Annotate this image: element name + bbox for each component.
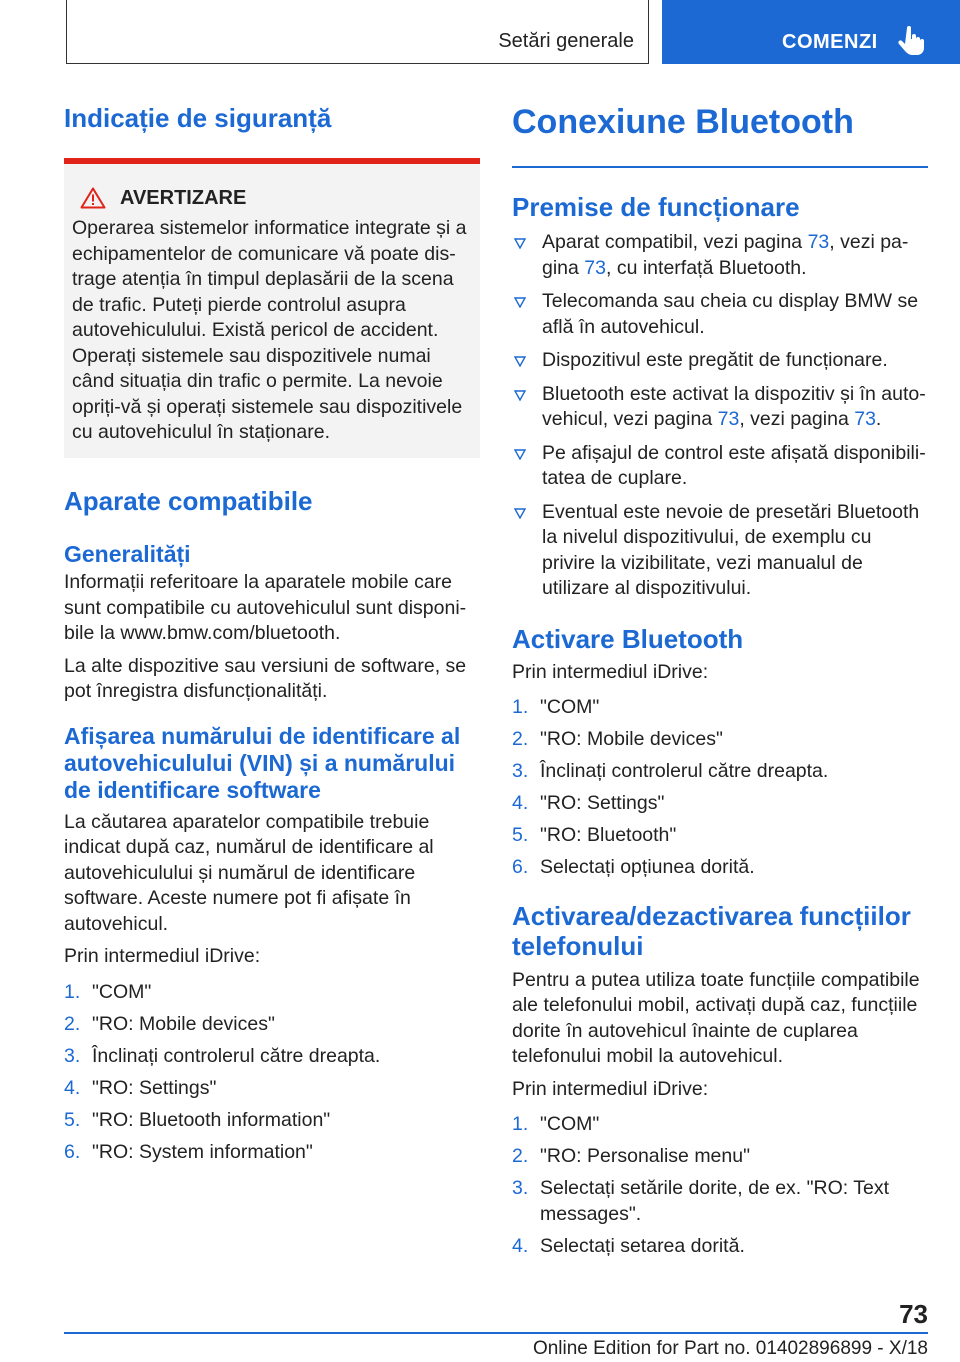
list-item: 1. "COM" [64,980,152,1003]
prereq-list [512,230,928,602]
triangle-bullet-icon [514,449,526,460]
list-item: 4. Selectați setarea dorită. [512,1234,745,1257]
warning-text: Operarea sistemelor informatice integrate și a echipamentelor de comunicare vă poate distrage atenția în timpul deplasării de la scena de trafic. Puteți pierde controlul asupra autovehiculului. Există pericol de accident. Operați sistemele sau dispozitivele numai când situația din trafic o permite. La nevoie opriți-vă și operați sistemele sau dispozitivele cu autovehiculul în staționare. [72,217,467,443]
list-item: 5. "RO: Bluetooth" [512,824,677,846]
list-item: Telecomanda sau cheia cu display BMW se află în autovehicul. [512,289,928,340]
list-item: 2. "RO: Personalise menu" [512,1145,751,1167]
bluetooth-title: Conexiune Bluetooth [512,103,854,141]
triangle-bullet-icon [514,297,526,308]
prereq-title: Premise de funcționare [512,192,800,222]
list-item: 3. Înclinați controlerul către dreapta. [64,1044,381,1067]
list-item: 4. "RO: Settings" [64,1076,217,1099]
page-link[interactable]: 73 [717,408,740,430]
list-item: 5. "RO: Bluetooth information" [64,1108,331,1131]
triangle-bullet-icon [514,508,526,519]
left-column [64,100,480,1172]
title-rule [512,166,928,168]
safety-title: Indicație de siguranță [64,103,332,133]
triangle-bullet-icon [514,238,526,249]
page-link[interactable]: 73 [854,408,876,430]
activate-intro: Prin intermediul iDrive: [512,660,709,683]
list-item: 3. Selectați setările dorite, de ex. "RO: Text messages". [512,1177,890,1225]
warning-triangle-icon [80,187,106,209]
list-item: 6. "RO: System information" [64,1140,313,1163]
phone-functions-title: Activarea/dezactivarea funcțiilor telefonului [512,900,911,961]
list-item: 3. Înclinați controlerul către dreapta. [512,760,829,782]
header-section-box [66,0,649,64]
page-link[interactable]: 73 [584,256,606,279]
list-item: 2. "RO: Mobile devices" [512,728,723,750]
warning-label: AVERTIZARE [120,186,247,209]
triangle-bullet-icon [514,356,526,367]
tab-comenzi[interactable] [662,0,960,64]
vin-paragraph-1: La căutarea aparatelor compatibile trebuie indicat după caz, numărul de identificare al autovehiculului și numărul de identificare software. Aceste numere pot fi afișate în autovehicul. [64,810,434,935]
activate-title: Activare Bluetooth [512,623,744,654]
vin-paragraph-2: Prin intermediul iDrive: [64,945,261,967]
right-column [512,100,928,1266]
list-item: Dispozitivul este pregătit de funcționare. [512,348,928,374]
phone-paragraph-2: Prin intermediul iDrive: [512,1077,709,1100]
list-item: 1. "COM" [512,1113,600,1135]
phone-paragraph-1: Pentru a putea utiliza toate funcțiile compatibile ale telefonului mobil, activați după caz, funcțiile dorite în autovehicul înainte de cuplarea telefonului mobil la autovehicul. [512,968,920,1067]
vin-steps-list [64,980,480,1166]
header-section-title: Setări generale [498,30,634,52]
list-item: 2. "RO: Mobile devices" [64,1012,275,1035]
compat-title: Aparate compatibile [64,486,313,516]
footer-rule [64,1332,928,1334]
list-item: 6. Selectați opțiunea dorită. [512,856,755,878]
page-link[interactable]: 73 [807,231,830,253]
tab-comenzi-label: COMENZI [782,31,878,53]
general-paragraph-1: Informații referitoare la aparatele mobile care sunt compatibile cu autovehiculul sunt disponibile la www.bmw.com/bluetooth. [64,571,467,644]
list-item: Aparat compatibil, vezi pagina 73, vezi pagina 73, cu interfață Bluetooth. [512,230,928,281]
general-title: Generalități [64,541,191,567]
page-number: 73 [899,1299,928,1329]
list-item: 4. "RO: Settings" [512,792,665,814]
hand-pointer-icon [898,26,926,56]
footer-edition: Online Edition for Part no. 01402896899 - X/18 [532,1338,928,1359]
phone-steps-list [512,1112,928,1259]
list-item: Bluetooth este activat la dispozitiv și în autovehicul, vezi pagina 73, vezi pagina 73. [512,382,928,433]
list-item: Pe afișajul de control este afișată disponibilitatea de cuplare. [512,441,928,492]
triangle-bullet-icon [514,390,526,401]
general-paragraph-2: La alte dispozitive sau versiuni de software, se pot înregistra disfuncționalități. [64,654,467,702]
warning-box [64,164,480,458]
list-item: Eventual este nevoie de presetări Bluetooth la nivelul dispozitivului, de exemplu cu privire la vizibilitate, vezi manualul de utilizare al dispozitivului. [512,500,928,602]
list-item: 1. "COM" [512,696,600,718]
activate-steps-list [512,695,928,881]
vin-title: Afișarea numărului de identificare al autovehiculului (VIN) și a numărului de identificare software [64,722,461,803]
